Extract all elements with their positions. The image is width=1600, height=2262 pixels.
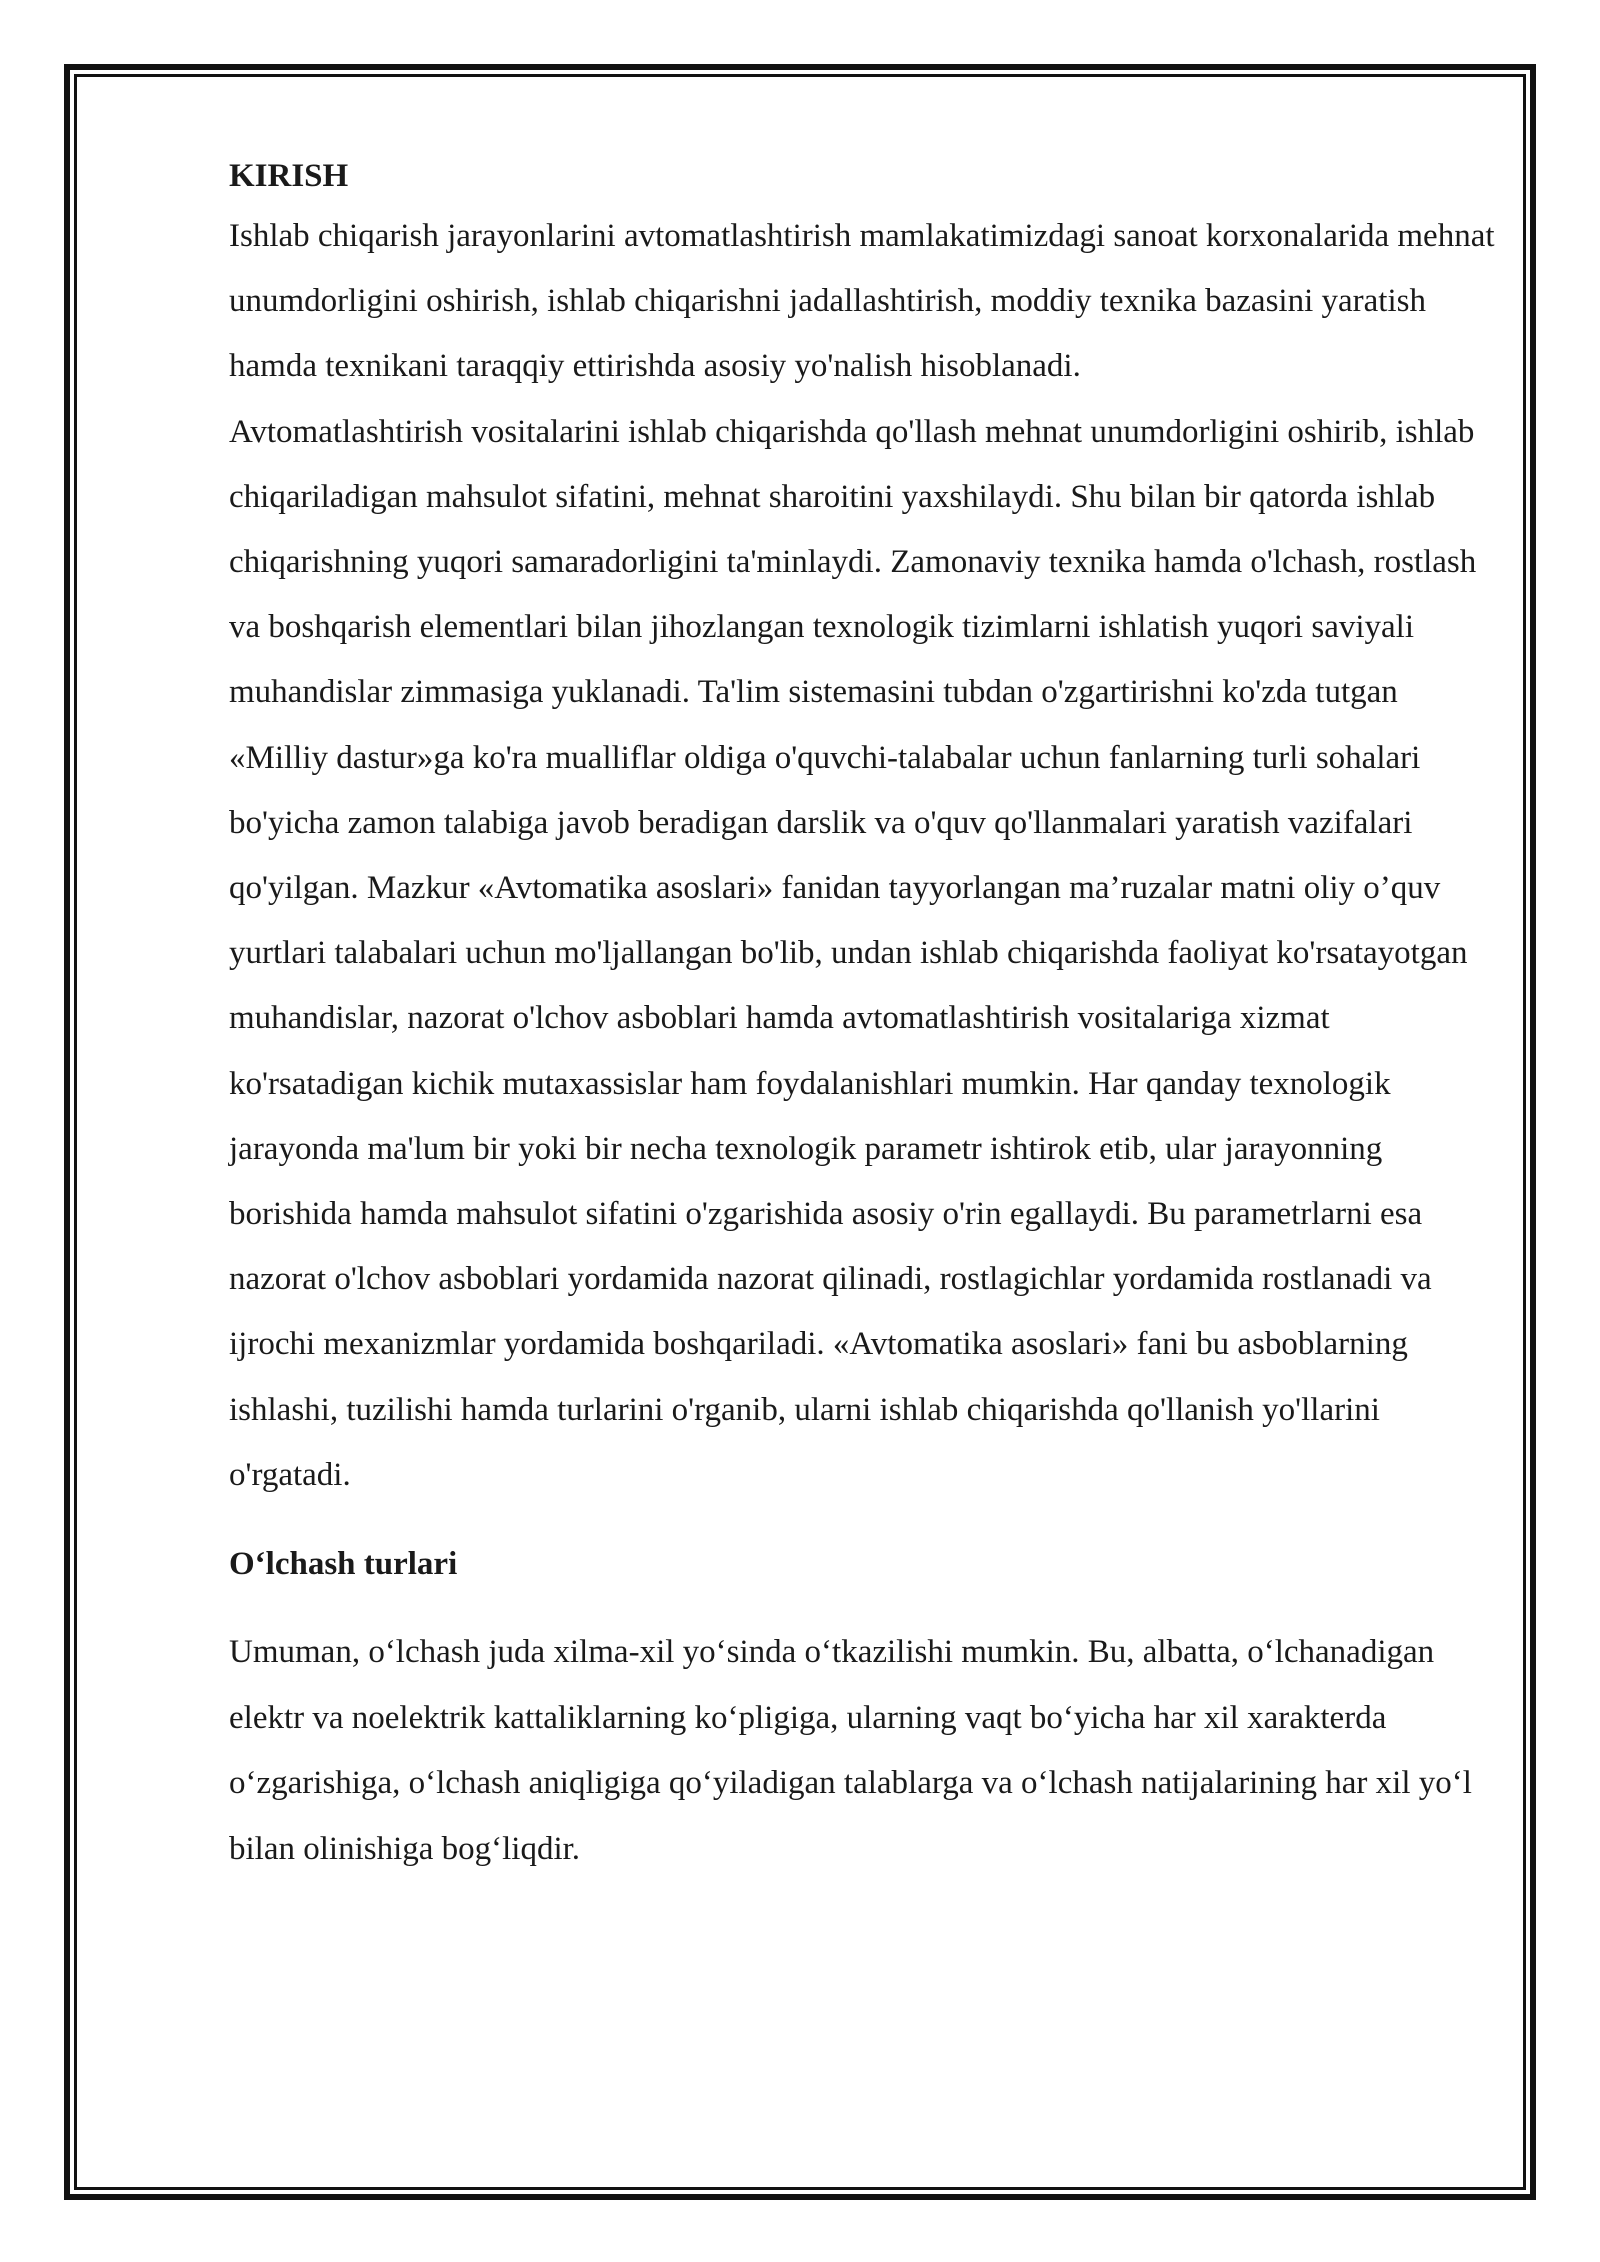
paragraph-main: Avtomatlashtirish vositalarini ishlab chiqarishda qo'llash mehnat unumdorligini oshirib, ishlab chiqariladigan mahsulot sifatini, mehnat sharoitini yaxshilaydi. Shu bilan bir qatorda ishlab chiqarishning yuqori samaradorligini ta'minlaydi. Zamonaviy texnika hamda o'lchash, rostlash va boshqarish elementlari bilan jihozlangan texnologik tizimlarni ishlatish yuqori saviyali muhandislar zimmasiga yuklanadi. Ta'lim sistemasini tubdan o'zgartirishni ko'zda tutgan «Milliy dastur»ga ko'ra mualliflar oldiga o'quvchi-talabalar uchun fanlarning turli sohalari bo'yicha zamon talabiga javob beradigan darslik va o'quv qo'llanmalari yaratish vazifalari qo'yilgan. Mazkur «Avtomatika asoslari» fanidan tayyorlangan ma’ruzalar matni oliy o’quv yurtlari talabalari uchun mo'ljallangan bo'lib, undan ishlab chiqarishda faoliyat ko'rsatayotgan muhandislar, nazorat o'lchov asboblari hamda avtomatlashtirish vositalariga xizmat ko'rsatadigan kichik mutaxassislar ham foydalanishlari mumkin. Har qanday texnologik jarayonda ma'lum bir yoki bir necha texnologik parametr ishtirok etib, ular jarayonning borishida hamda mahsulot sifatini o'zgarishida asosiy o'rin egallaydi. Bu parametrlarni esa nazorat o'lchov asboblari yordamida nazorat qilinadi, rostlagichlar yordamida rostlanadi va ijrochi mexanizmlar yordamida boshqariladi. «Avtomatika asoslari» fani bu asboblarning ishlashi, tuzilishi hamda turlarini o'rganib, ularni ishlab chiqarishda qo'llanish yo'llarini o'rgatadi. bbox=[229, 413, 1477, 1493]
paragraph-intro: Ishlab chiqarish jarayonlarini avtomatlashtirish mamlakatimizdagi sanoat korxonalarida mehnat unumdorligini oshirish, ishlab chiqarishni jadallashtirish, moddiy texnika bazasini yaratish hamda texnikani taraqqiy ettirishda asosiy yo'nalish hisoblanadi. bbox=[229, 218, 1495, 385]
section-heading-olchash-turlari: O‘lchash turlari bbox=[229, 1546, 458, 1583]
section-heading-kirish: KIRISH bbox=[229, 158, 349, 194]
paragraph-olchash: Umuman, o‘lchash juda xilma-xil yo‘sinda o‘tkazilishi mumkin. Bu, albatta, o‘lchanadigan elektr va noelektrik kattaliklarning ko‘pligiga, ularning vaqt bo‘yicha har xil xarakterda o‘zgarishiga, o‘lchash aniqligiga qo‘yiladigan talablarga va o‘lchash natijalarining har xil yo‘l bilan olinishiga bog‘liqdir. bbox=[229, 1634, 1472, 1867]
document-body bbox=[229, 148, 1497, 1882]
